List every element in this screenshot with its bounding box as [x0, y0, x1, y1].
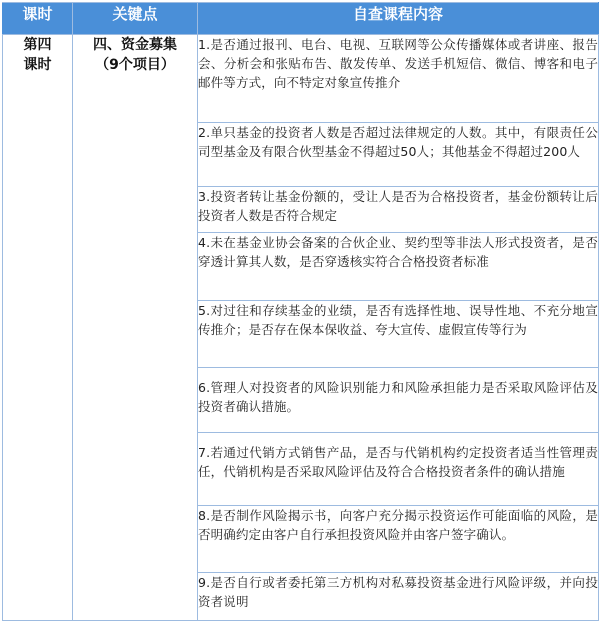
- content-item-8: 8.是否制作风险揭示书，向客户充分揭示投资运作可能面临的风险，是否明确约定由客户自行承担投资风险并由客户签字确认。: [198, 506, 599, 573]
- content-item-7: 7.若通过代销方式销售产品，是否与代销机构约定投资者适当性管理责任，代销机构是否采取风险评估及符合合格投资者条件的确认措施: [198, 433, 599, 506]
- self-check-table: [2, 2, 599, 621]
- content-item-9: 9.是否自行或者委托第三方机构对私募投资基金进行风险评级，并向投资者说明: [198, 573, 599, 621]
- content-item-4: 4.未在基金业协会备案的合伙企业、契约型等非法人形式投资者，是否穿透计算其人数，是否穿透核实符合合格投资者标准: [198, 233, 599, 301]
- header-content: 自查课程内容: [198, 3, 599, 35]
- content-item-6: 6.管理人对投资者的风险识别能力和风险承担能力是否采取风险评估及投资者确认措施。: [198, 368, 599, 433]
- keypoint-line1: 四、资金募集: [93, 37, 177, 53]
- content-item-3: 3.投资者转让基金份额的，受让人是否为合格投资者，基金份额转让后投资者人数是否符合规定: [198, 187, 599, 233]
- content-item-1: 1.是否通过报刊、电台、电视、互联网等公众传播媒体或者讲座、报告会、分析会和张贴布告、散发传单、发送手机短信、微信、博客和电子邮件等方式，向不特定对象宣传推介: [198, 35, 599, 123]
- keypoint-cell: [73, 35, 198, 621]
- content-item-5: 5.对过往和存续基金的业绩，是否有选择性地、误导性地、不充分地宣传推介；是否存在保本保收益、夸大宣传、虚假宣传等行为: [198, 301, 599, 368]
- session-line2: 课时: [23, 57, 52, 73]
- header-session: 课时: [3, 3, 73, 35]
- keypoint-line2: （9个项目）: [95, 57, 175, 73]
- session-line1: 第四: [23, 37, 52, 53]
- table-row: [3, 35, 599, 123]
- content-item-2: 2.单只基金的投资者人数是否超过法律规定的人数。其中，有限责任公司型基金及有限合伙型基金不得超过50人；其他基金不得超过200人: [198, 123, 599, 187]
- session-cell: [3, 35, 73, 621]
- header-row: [3, 3, 599, 35]
- header-keypoint: 关键点: [73, 3, 198, 35]
